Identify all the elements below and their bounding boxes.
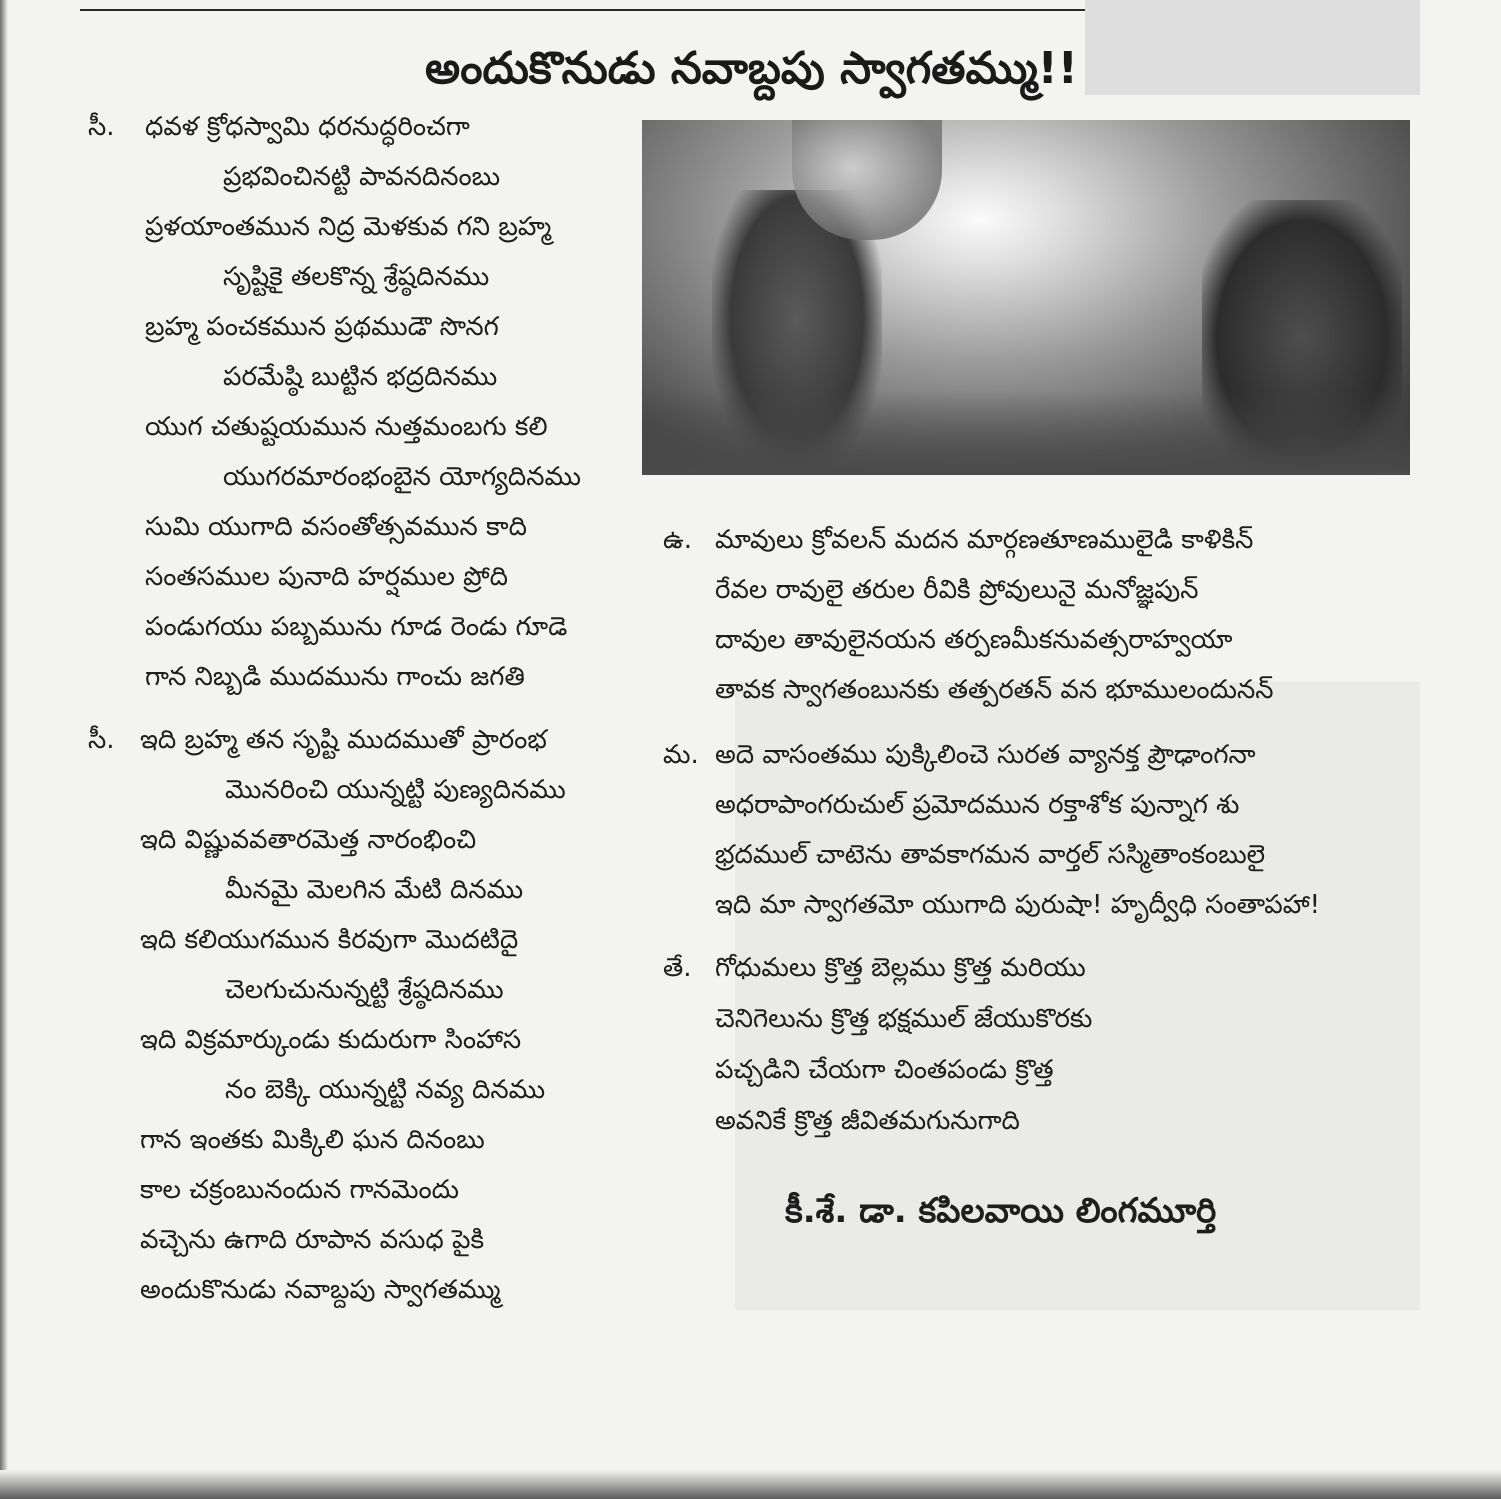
stanza-meter-label: మ. [663, 740, 699, 770]
verse-line: తావక స్వాగతంబునకు తత్పరతన్ వన భూములందునన్ [715, 675, 1274, 705]
verse-line: దావుల తావులైనయన తర్పణమీకనువత్సరాహ్వయా [715, 625, 1233, 655]
verse-line: ఇది బ్రహ్మ తన సృష్టి ముదముతో ప్రారంభ [140, 725, 547, 755]
verse-line: భ్రదముల్ చాటెను తావకాగమన వార్తల్ సస్మితాంకంబులై [715, 840, 1266, 870]
verse-line: రేవల రావులై తరుల రీవికి ప్రోవులునై మనోజ్ఞపున్ [715, 575, 1199, 605]
verse-line: గాన ఇంతకు మిక్కిలి ఘన దినంబు [140, 1125, 485, 1155]
verse-line: ఇది మా స్వాగతమో యుగాది పురుషా! హృద్వీధి సంతాపహా! [715, 890, 1321, 920]
author-name: కీ.శే. డా. కపిలవాయి లింగమూర్తి [785, 1191, 1217, 1231]
verse-line: మీనమై మెలగిన మేటి దినము [225, 875, 524, 905]
stanza-lines [715, 515, 1403, 715]
verse-line: గోధుమలు క్రొత్త బెల్లము క్రొత్త మరియు [715, 953, 1086, 983]
stanza-lines [140, 715, 648, 1315]
stanza-mattebha [663, 730, 1403, 930]
verse-line: పరమేష్ఠి బుట్టిన భద్రదినము [223, 362, 498, 392]
verse-line: చెలగుచునున్నట్టి శ్రేష్ఠదినము [225, 975, 504, 1005]
verse-line: ఇది కలియుగమున కిరవుగా మొదటిదై [140, 925, 519, 955]
page-edge-bottom [0, 1470, 1501, 1499]
verse-line: అందుకొనుడు నవాబ్దపు స్వాగతమ్ము [140, 1275, 501, 1305]
photo-pot [792, 120, 942, 240]
stanza-meter-label: సీ. [88, 112, 115, 142]
verse-line: ఇది విక్రమార్కుండు కుదురుగా సింహాస [140, 1025, 522, 1055]
poem-title: అందుకొనుడు నవాబ్దపు స్వాగతమ్ము!! [425, 43, 1078, 94]
verse-line: యుగ చతుష్టయమున నుత్తమంబగు కలి [145, 412, 548, 442]
verse-line: యుగరమారంభంబైన యోగ్యదినము [223, 462, 581, 492]
stanza-lines [715, 730, 1403, 930]
verse-line: పచ్చడిని చేయగా చింతపండు క్రొత్త [715, 1055, 1054, 1085]
verse-line: మొనరించి యున్నట్టి పుణ్యదినము [225, 775, 566, 805]
page-edge-left [0, 0, 8, 1499]
verse-line: వచ్చెను ఉగాది రూపాన వసుధ పైకి [140, 1225, 485, 1255]
festival-photo [642, 120, 1410, 475]
verse-line: అధరాపాంగరుచుల్ ప్రమోదమున రక్తాశోక పున్నాగ శు [715, 790, 1240, 820]
stanza-lines [145, 102, 648, 702]
stanza-seesa-2 [88, 715, 648, 1315]
verse-line: సంతసముల పునాది హర్షముల ప్రోది [145, 562, 509, 592]
verse-line: నం బెక్కి యున్నట్టి నవ్య దినము [225, 1075, 546, 1105]
verse-line: ప్రళయాంతమున నిద్ర మెళకువ గని బ్రహ్మ [145, 212, 552, 242]
verse-line: మావులు క్రోవలన్ మదన మార్గణతూణములైడి కాళికిన్ [715, 525, 1254, 555]
photo-ground [642, 390, 1410, 475]
verse-line: సుమి యుగాది వసంతోత్సవమున కాది [145, 512, 527, 542]
verse-line: గాన నిబ్బడి ముదమును గాంచు జగతి [145, 662, 525, 692]
verse-line: చెనిగెలును క్రొత్త భక్షముల్ జేయుకొరకు [715, 1004, 1093, 1034]
verse-line: ధవళ క్రోధస్వామి ధరనుద్ధరించగా [145, 112, 470, 142]
verse-line: పండుగయు పబ్బమును గూడ రెండు గూడె [145, 612, 568, 642]
print-shade-top-right [1085, 0, 1420, 95]
verse-line: అదె వాసంతము పుక్కిలించె సురత వ్యానక్త ప్రౌఢాంగనా [715, 740, 1256, 770]
stanza-meter-label: సీ. [88, 725, 115, 755]
verse-line: ఇది విష్ణువవతారమెత్త నారంభించి [140, 825, 477, 855]
stanza-meter-label: ఉ. [663, 525, 693, 555]
verse-line: ప్రభవించినట్టి పావనదినంబు [223, 162, 501, 192]
stanza-utpalamala [663, 515, 1403, 715]
stanza-tetagiti [663, 943, 1403, 1147]
stanza-meter-label: తే. [663, 953, 692, 983]
verse-line: సృష్టికై తలకొన్న శ్రేష్ఠదినము [223, 262, 490, 292]
verse-line: కాల చక్రంబునందున గానమెందు [140, 1175, 459, 1205]
stanza-seesa-1 [88, 102, 648, 702]
verse-line: బ్రహ్మ పంచకమున ప్రథముడౌ సొనగ [145, 312, 499, 342]
stanza-lines [715, 943, 1403, 1147]
verse-line: అవనికే క్రొత్త జీవితమగునుగాది [715, 1106, 1020, 1136]
